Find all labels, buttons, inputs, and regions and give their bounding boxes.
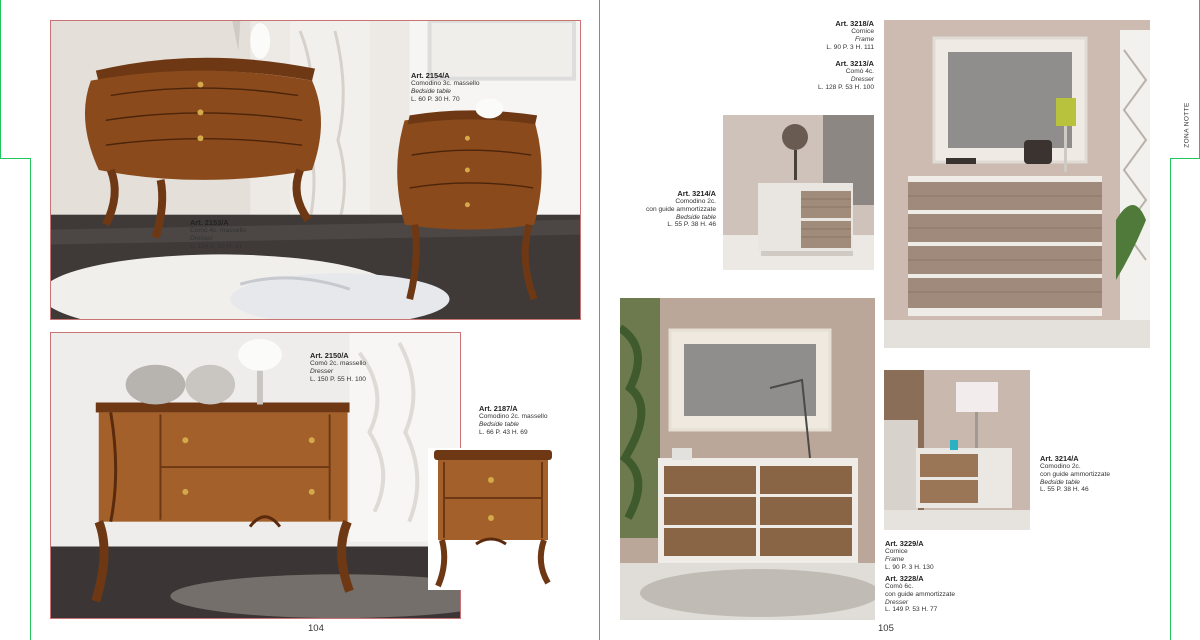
item-name-en: Frame [885, 556, 905, 563]
item-name-en: Dresser [310, 368, 334, 375]
item-name-it-extra: con guide ammortizzate [645, 206, 716, 213]
item-name-it: Comò 4c. [845, 68, 874, 76]
right-page [600, 0, 1200, 640]
item-dimensions: L. 55 P. 38 H. 46 [667, 221, 716, 229]
item-dimensions: L. 134 P. 50 H. 91 [190, 242, 243, 250]
item-dimensions: L. 150 P. 55 H. 100 [310, 375, 366, 383]
caption-3218 [826, 20, 874, 51]
item-name-it-extra: con guide ammortizzate [885, 591, 956, 598]
item-name-en: Bedside table [1040, 478, 1080, 486]
caption-2187 [479, 405, 548, 436]
item-dimensions: L. 55 P. 38 H. 46 [1040, 486, 1089, 494]
item-code: Art. 3218/A [835, 19, 874, 28]
caption-3229 [885, 540, 934, 571]
page-number-right: 105 [878, 623, 894, 634]
item-code: Art. 2187/A [479, 404, 518, 413]
caption-2153 [190, 219, 246, 250]
caption-2154 [411, 72, 480, 103]
item-name-it: Comò 4c. massello [190, 227, 247, 235]
section-tab-text: ZONA NOTTE [1183, 102, 1191, 148]
item-name-it: Comodino 2c. massello [479, 413, 548, 421]
item-code: Art. 2153/A [190, 218, 229, 227]
item-name-en: Bedside table [411, 88, 451, 95]
item-name-it: Comodino 2c. [1040, 463, 1081, 471]
item-name-it: Comodino 3c. massello [411, 80, 480, 88]
item-dimensions: L. 149 P. 53 H. 77 [885, 606, 938, 614]
item-code: Art. 2150/A [310, 351, 349, 360]
photo-baroque-dresser-set [50, 20, 581, 320]
page-number-left: 104 [308, 623, 324, 634]
caption-3214-top [646, 190, 716, 229]
item-name-it-extra: con guide ammortizzate [1040, 471, 1111, 478]
item-name-en: Bedside table [676, 213, 716, 221]
item-code: Art. 3229/A [885, 539, 924, 548]
item-dimensions: L. 60 P. 30 H. 70 [411, 95, 460, 103]
item-code: Art. 3213/A [835, 59, 874, 68]
item-dimensions: L. 90 P. 3 H. 111 [826, 43, 874, 51]
photo-bedside-table-lamp [884, 370, 1030, 530]
item-dimensions: L. 90 P. 3 H. 130 [885, 563, 934, 571]
item-name-it: Comò 2c. massello [310, 360, 367, 368]
caption-3214-bottom [1040, 455, 1110, 494]
caption-3228 [885, 575, 955, 614]
photo-walnut-dresser [50, 332, 461, 619]
item-name-en: Bedside table [479, 421, 519, 428]
margin-line-left-outer [0, 0, 1, 158]
item-name-it: Cornice [885, 548, 908, 556]
item-code: Art. 3214/A [677, 189, 716, 198]
item-code: Art. 3228/A [885, 574, 924, 583]
margin-line-left-inner [30, 158, 31, 640]
item-name-en: Dresser [190, 235, 214, 242]
item-dimensions: L. 128 P. 53 H. 100 [818, 83, 874, 91]
photo-white-dresser-mirror [884, 20, 1150, 348]
item-name-en: Dresser [850, 76, 874, 83]
photo-walnut-bedside-table [428, 448, 556, 590]
caption-3213 [818, 60, 874, 91]
photo-white-bedside-table [723, 115, 874, 270]
item-name-it: Cornice [851, 28, 874, 36]
item-name-en: Dresser [885, 598, 909, 606]
caption-2150 [310, 352, 366, 383]
margin-line-left-h [0, 158, 30, 159]
item-name-en: Frame [854, 36, 874, 43]
item-code: Art. 3214/A [1040, 454, 1079, 463]
item-code: Art. 2154/A [411, 71, 450, 80]
section-tab-label [1172, 95, 1200, 155]
item-name-it: Comodino 2c. [675, 198, 716, 206]
item-name-it: Comò 6c. [885, 583, 914, 591]
photo-six-drawer-dresser [620, 298, 875, 620]
item-dimensions: L. 66 P. 43 H. 69 [479, 428, 528, 436]
